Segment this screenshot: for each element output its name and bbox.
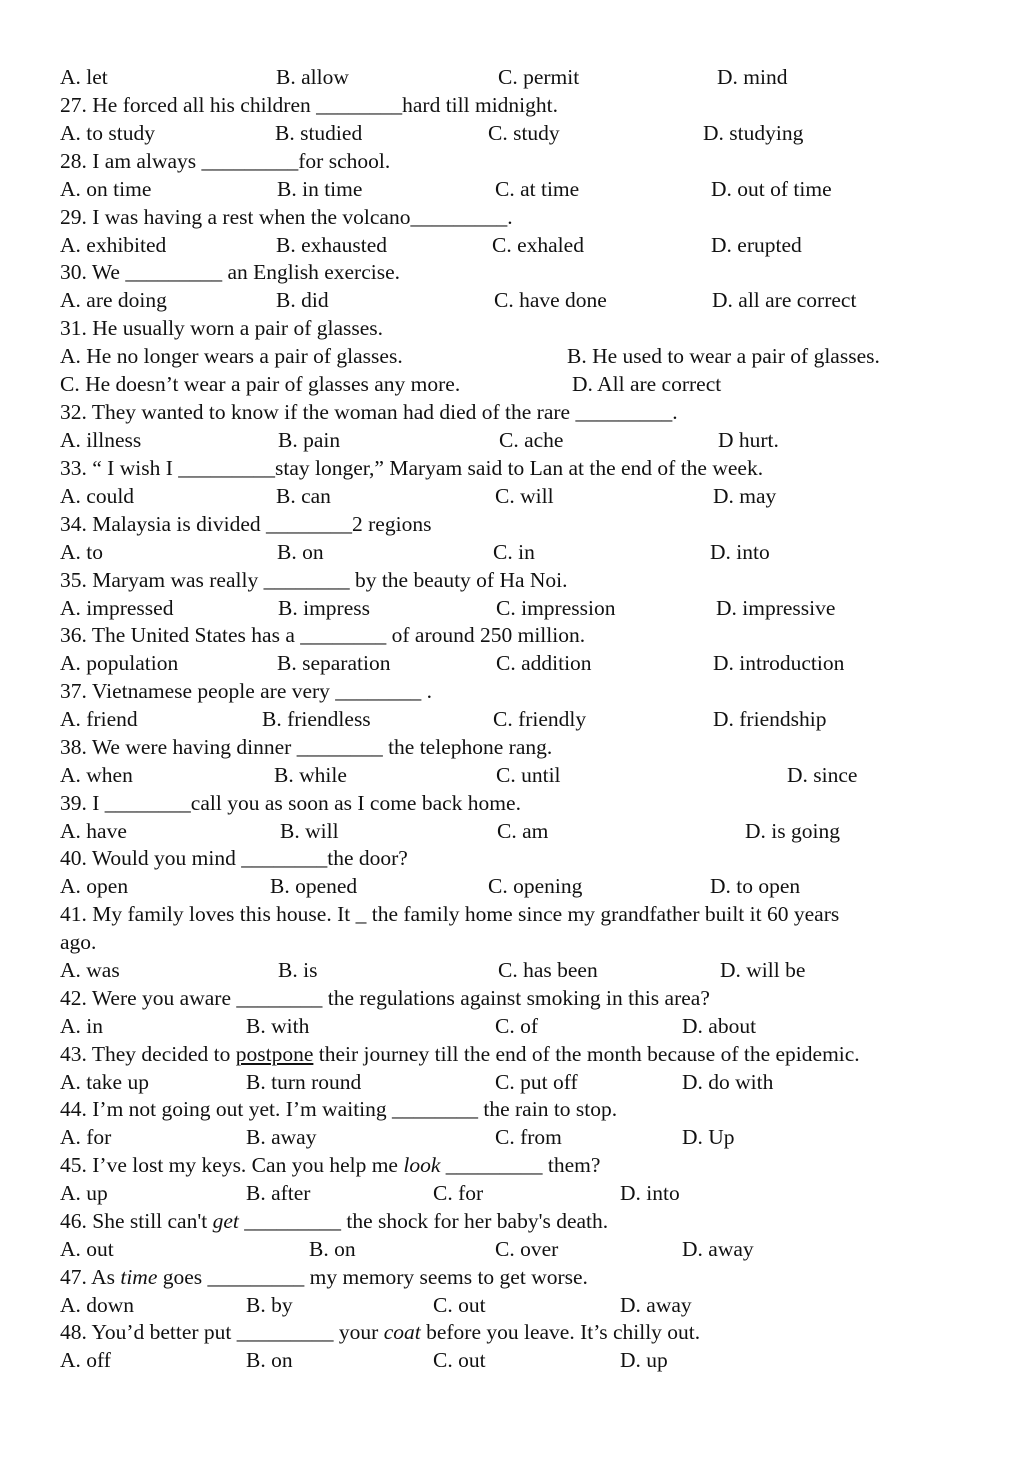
- option-d: D. out of time: [711, 177, 832, 201]
- option-b: B. studied: [275, 121, 363, 145]
- option-c: C. over: [495, 1237, 559, 1261]
- option-c: C. impression: [496, 596, 616, 620]
- option-d: D. All are correct: [572, 372, 722, 396]
- option-d: D. mind: [717, 65, 788, 89]
- option-c: C. will: [495, 484, 554, 508]
- option-c: C. out: [433, 1293, 486, 1317]
- underlined-word: postpone: [235, 1042, 314, 1066]
- option-d: D. impressive: [716, 596, 836, 620]
- option-d: D. do with: [682, 1070, 774, 1094]
- option-c: C. addition: [496, 651, 592, 675]
- question-47: 47. As time goes _________ my memory seems to get worse.: [60, 1265, 588, 1289]
- option-a: A. for: [60, 1125, 112, 1149]
- option-c: C. has been: [498, 958, 598, 982]
- option-b: B. will: [280, 819, 339, 843]
- option-b: B. is: [278, 958, 318, 982]
- question-42: 42. Were you aware ________ the regulations against smoking in this area?: [60, 986, 710, 1010]
- question-46: 46. She still can't get _________ the shock for her baby's death.: [60, 1209, 609, 1233]
- question-40: 40. Would you mind ________the door?: [60, 846, 408, 870]
- option-a: A. are doing: [60, 288, 167, 312]
- option-c: C. He doesn’t wear a pair of glasses any more.: [60, 372, 461, 396]
- option-b: B. friendless: [262, 707, 371, 731]
- question-28: 28. I am always _________for school.: [60, 149, 391, 173]
- option-d: D hurt.: [718, 428, 779, 452]
- option-a: A. He no longer wears a pair of glasses.: [60, 344, 403, 368]
- option-c: C. until: [496, 763, 561, 787]
- option-d: D. studying: [703, 121, 804, 145]
- option-a: A. down: [60, 1293, 135, 1317]
- option-b: B. pain: [278, 428, 341, 452]
- option-c: C. for: [433, 1181, 484, 1205]
- option-a: A. out: [60, 1237, 114, 1261]
- option-a: A. up: [60, 1181, 108, 1205]
- option-c: C. permit: [498, 65, 580, 89]
- option-d: D. introduction: [713, 651, 845, 675]
- option-b: B. while: [274, 763, 347, 787]
- option-a: A. exhibited: [60, 233, 167, 257]
- question-34: 34. Malaysia is divided ________2 regions: [60, 512, 432, 536]
- option-b: B. turn round: [246, 1070, 362, 1094]
- question-30: 30. We _________ an English exercise.: [60, 260, 401, 284]
- question-48: 48. You’d better put _________ your coat before you leave. It’s chilly out.: [60, 1320, 701, 1344]
- option-a: A. to study: [60, 121, 155, 145]
- question-41-continued: ago.: [60, 930, 97, 954]
- italic-word: get: [212, 1209, 239, 1233]
- option-d: D. into: [620, 1181, 680, 1205]
- question-41: 41. My family loves this house. It _ the family home since my grandfather built it 60 years: [60, 902, 840, 926]
- option-c: C. friendly: [493, 707, 587, 731]
- option-b: B. impress: [278, 596, 370, 620]
- option-a: A. friend: [60, 707, 138, 731]
- option-c: C. out: [433, 1348, 486, 1372]
- option-b: B. He used to wear a pair of glasses.: [567, 344, 880, 368]
- option-d: D. may: [713, 484, 777, 508]
- italic-word: look: [403, 1153, 441, 1177]
- option-a: A. let: [60, 65, 108, 89]
- question-36: 36. The United States has a ________ of around 250 million.: [60, 623, 586, 647]
- option-b: B. on: [309, 1237, 356, 1261]
- option-c: C. opening: [488, 874, 583, 898]
- option-b: B. on: [246, 1348, 293, 1372]
- option-a: A. off: [60, 1348, 111, 1372]
- option-a: A. population: [60, 651, 179, 675]
- option-c: C. at time: [495, 177, 580, 201]
- option-a: A. illness: [60, 428, 142, 452]
- option-d: D. since: [787, 763, 858, 787]
- option-a: A. when: [60, 763, 133, 787]
- option-c: C. of: [495, 1014, 538, 1038]
- option-c: C. ache: [499, 428, 564, 452]
- option-c: C. have done: [494, 288, 607, 312]
- question-44: 44. I’m not going out yet. I’m waiting ________ the rain to stop.: [60, 1097, 618, 1121]
- question-38: 38. We were having dinner ________ the telephone rang.: [60, 735, 553, 759]
- option-d: D. is going: [745, 819, 840, 843]
- question-45: 45. I’ve lost my keys. Can you help me look _________ them?: [60, 1153, 601, 1177]
- option-c: C. exhaled: [492, 233, 584, 257]
- option-d: D. all are correct: [712, 288, 857, 312]
- option-d: D. about: [682, 1014, 757, 1038]
- option-d: D. erupted: [711, 233, 802, 257]
- question-32: 32. They wanted to know if the woman had died of the rare _________.: [60, 400, 678, 424]
- option-c: C. from: [495, 1125, 562, 1149]
- option-d: D. will be: [720, 958, 806, 982]
- option-b: B. by: [246, 1293, 293, 1317]
- option-b: B. opened: [270, 874, 358, 898]
- option-c: C. put off: [495, 1070, 578, 1094]
- option-d: D. up: [620, 1348, 668, 1372]
- question-27: 27. He forced all his children ________hard till midnight.: [60, 93, 558, 117]
- option-a: A. could: [60, 484, 135, 508]
- option-a: A. take up: [60, 1070, 149, 1094]
- option-a: A. to: [60, 540, 103, 564]
- option-b: B. did: [276, 288, 329, 312]
- option-c: C. in: [493, 540, 535, 564]
- option-b: B. away: [246, 1125, 317, 1149]
- question-37: 37. Vietnamese people are very ________ .: [60, 679, 433, 703]
- italic-word: coat: [383, 1320, 421, 1344]
- question-29: 29. I was having a rest when the volcano_________.: [60, 205, 513, 229]
- option-b: B. can: [276, 484, 331, 508]
- option-d: D. friendship: [713, 707, 827, 731]
- option-b: B. exhausted: [276, 233, 388, 257]
- question-35: 35. Maryam was really ________ by the beauty of Ha Noi.: [60, 568, 568, 592]
- option-d: D. Up: [682, 1125, 735, 1149]
- option-a: A. open: [60, 874, 129, 898]
- option-b: B. in time: [277, 177, 363, 201]
- option-b: B. allow: [276, 65, 349, 89]
- option-b: B. with: [246, 1014, 310, 1038]
- option-a: A. on time: [60, 177, 152, 201]
- question-43: 43. They decided to postpone their journey till the end of the month because of the epidemic.: [60, 1042, 860, 1066]
- option-d: D. away: [682, 1237, 754, 1261]
- option-c: C. study: [488, 121, 560, 145]
- option-a: A. in: [60, 1014, 103, 1038]
- option-b: B. separation: [277, 651, 391, 675]
- option-a: A. was: [60, 958, 120, 982]
- question-33: 33. “ I wish I _________stay longer,” Maryam said to Lan at the end of the week.: [60, 456, 764, 480]
- option-d: D. to open: [710, 874, 801, 898]
- option-b: B. after: [246, 1181, 311, 1205]
- question-39: 39. I ________call you as soon as I come back home.: [60, 791, 521, 815]
- option-a: A. impressed: [60, 596, 174, 620]
- italic-word: time: [120, 1265, 158, 1289]
- option-a: A. have: [60, 819, 127, 843]
- option-d: D. away: [620, 1293, 692, 1317]
- option-b: B. on: [277, 540, 324, 564]
- question-31: 31. He usually worn a pair of glasses.: [60, 316, 384, 340]
- option-d: D. into: [710, 540, 770, 564]
- option-c: C. am: [497, 819, 549, 843]
